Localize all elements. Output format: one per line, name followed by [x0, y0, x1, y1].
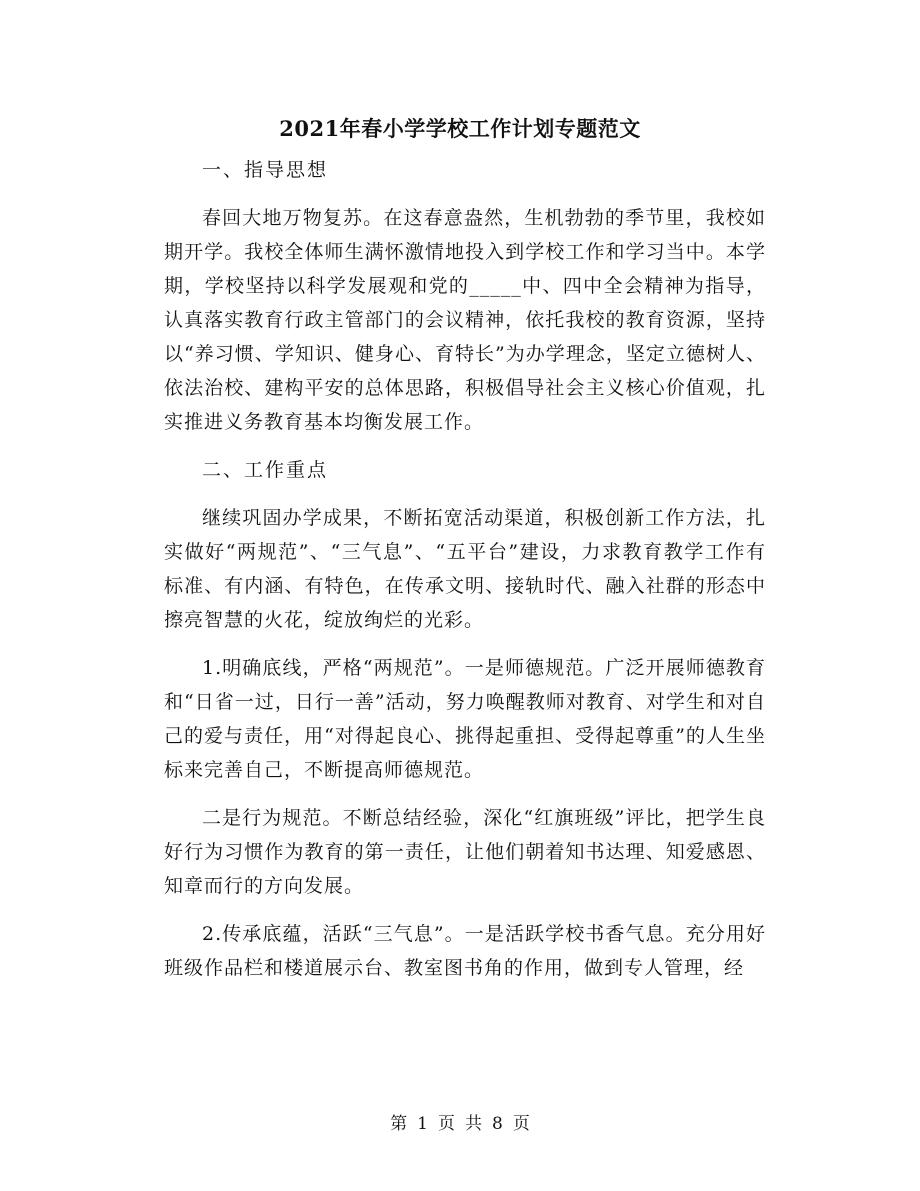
- paragraph-guiding-ideology: 春回大地万物复苏。在这春意盎然，生机勃勃的季节里，我校如期开学。我校全体师生满怀激情地投入到学校工作和学习当中。本学期，学校坚持以科学发展观和党的_____中、四中全会精神为指导，认真落实教育行政主管部门的会议精神，依托我校的教育资源，坚持以“养习惯、学知识、健身心、育特长”为办学理念，坚定立德树人、依法治校、建构平安的总体思路，积极倡导社会主义核心价值观，扎实推进义务教育基本均衡发展工作。: [164, 207, 766, 433]
- section-heading-work-focus: 二、工作重点: [202, 459, 329, 481]
- footer-suffix: 页: [512, 1114, 530, 1134]
- footer-total-label: 共: [465, 1114, 482, 1134]
- paragraph-gap: [164, 637, 766, 651]
- paragraph-item-2-heritage: 2.传承底蕴，活跃“三气息”。一是活跃学校书香气息。充分用好班级作品栏和楼道展示台、教室图书角的作用，做到专人管理，经: [164, 923, 766, 979]
- paragraph-gap: [164, 187, 766, 201]
- document-body: [164, 153, 766, 985]
- paragraph-gap: [164, 439, 766, 453]
- page-footer: [0, 1112, 920, 1136]
- footer-page-label: 页: [438, 1114, 455, 1134]
- document-title: 2021年春小学学校工作计划专题范文: [279, 116, 641, 141]
- paragraph-gap: [164, 787, 766, 801]
- paragraph-item-1-behavior-norms: 二是行为规范。不断总结经验，深化“红旗班级”评比，把学生良好行为习惯作为教育的第一责任，让他们朝着知书达理、知爱感恩、知章而行的方向发展。: [164, 807, 766, 897]
- total-page-count: 8: [492, 1114, 503, 1134]
- current-page-number: 1: [417, 1114, 428, 1134]
- footer-prefix: 第: [390, 1114, 408, 1134]
- paragraph-gap: [164, 487, 766, 501]
- section-heading-guiding-ideology: 一、指导思想: [202, 159, 329, 181]
- paragraph-work-focus-intro: 继续巩固办学成果，不断拓宽活动渠道，积极创新工作方法，扎实做好“两规范”、“三气息”、“五平台”建设，力求教育教学工作有标准、有内涵、有特色，在传承文明、接轨时代、融入社群的形态中擦亮智慧的火花，绽放绚烂的光彩。: [164, 507, 766, 631]
- paragraph-item-1-teacher-ethics: 1.明确底线，严格“两规范”。一是师德规范。广泛开展师德教育和“日省一过，日行一善”活动，努力唤醒教师对教育、对学生和对自己的爱与责任，用“对得起良心、挑得起重担、受得起尊重”的人生坐标来完善自己，不断提高师德规范。: [164, 657, 766, 781]
- paragraph-gap: [164, 903, 766, 917]
